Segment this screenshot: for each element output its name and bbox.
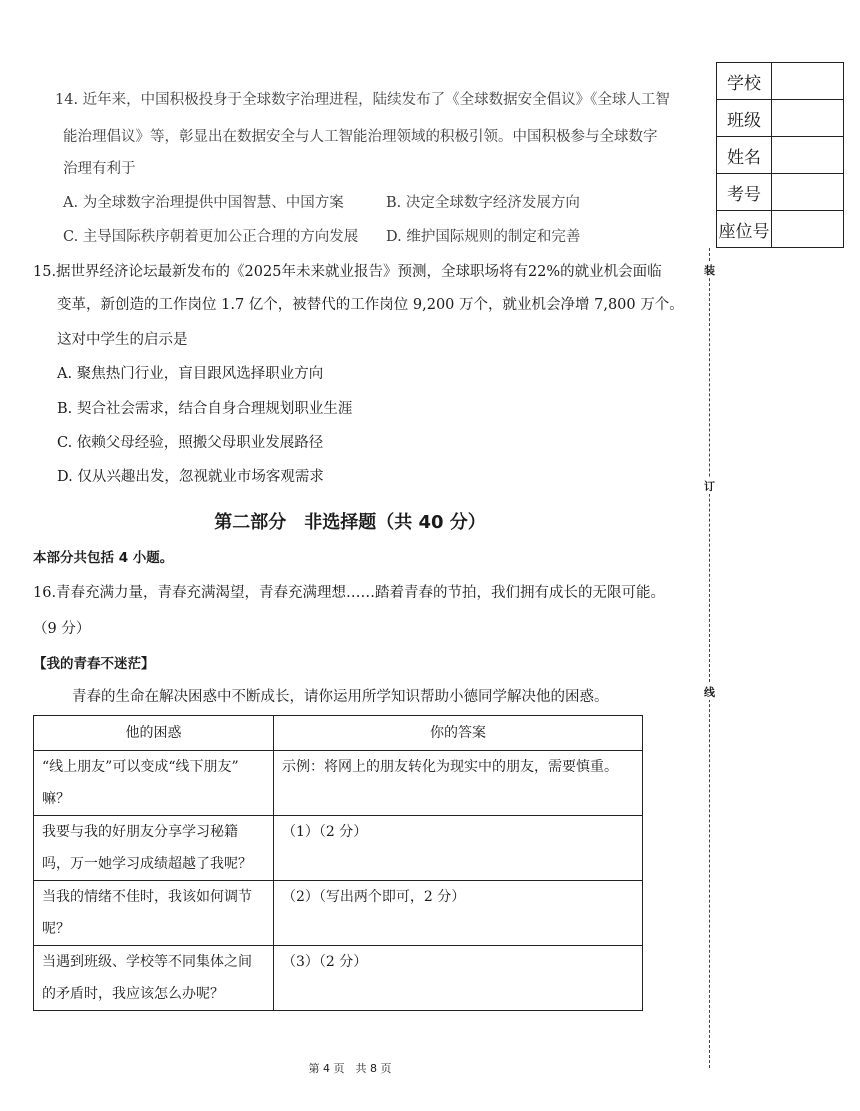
q14-line-2: 能治理倡议》等，彰显出在数据安全与人工智能治理领域的积极引领。中国积极参与全球数字: [63, 129, 658, 145]
q16-instruction: 青春的生命在解决困惑中不断成长，请你运用所学知识帮助小德同学解决他的困惑。: [72, 689, 609, 705]
school-field[interactable]: [772, 63, 844, 100]
confusion-line: “线上朋友”可以变成“线下朋友”: [42, 759, 239, 775]
table-row: [34, 881, 643, 946]
info-label-name: 姓名: [717, 137, 772, 174]
binding-mark-zhuang: 装: [704, 264, 715, 277]
confusion-cell: [34, 881, 274, 946]
confusion-line: 我要与我的好朋友分享学习秘籍: [42, 824, 238, 840]
q16-line-2: （9 分）: [33, 621, 91, 637]
class-field[interactable]: [772, 100, 844, 137]
confusion-line: 当我的情绪不佳时，我该如何调节: [42, 889, 252, 905]
info-label-school: 学校: [717, 63, 772, 100]
name-field[interactable]: [772, 137, 844, 174]
confusion-cell: [34, 751, 274, 816]
exam-number-field[interactable]: [772, 174, 844, 211]
q16-heading: 【我的青春不迷茫】: [33, 656, 155, 672]
answer-cell[interactable]: （2）（写出两个即可，2 分）: [274, 881, 643, 946]
q14-line-1: 14. 近年来，中国积极投身于全球数字治理进程，陆续发布了《全球数据安全倡议》《全球人工智: [55, 92, 670, 108]
answer-cell[interactable]: 示例：将网上的朋友转化为现实中的朋友，需要慎重。: [274, 751, 643, 816]
answer-table-header: [34, 716, 643, 751]
confusion-line: 呢？: [42, 921, 70, 937]
answer-cell[interactable]: （3）（2 分）: [274, 946, 643, 1011]
student-info-box: [716, 62, 844, 248]
table-row: [34, 751, 643, 816]
confusion-line: 嘛？: [42, 791, 70, 807]
q15-option-b: B. 契合社会需求，结合自身合理规划职业生涯: [57, 401, 353, 417]
confusion-cell: [34, 946, 274, 1011]
q15-option-c: C. 依赖父母经验，照搬父母职业发展路径: [57, 435, 324, 451]
answer-cell[interactable]: （1）（2 分）: [274, 816, 643, 881]
q14-option-b: B. 决定全球数字经济发展方向: [386, 195, 580, 211]
page-footer: 第 4 页 共 8 页: [308, 1062, 392, 1075]
q14-line-3: 治理有利于: [63, 161, 136, 177]
info-label-class: 班级: [717, 100, 772, 137]
q14-option-a: A. 为全球数字治理提供中国智慧、中国方案: [63, 195, 344, 211]
table-row: [34, 946, 643, 1011]
q15-option-d: D. 仅从兴趣出发，忽视就业市场客观需求: [57, 469, 324, 485]
header-confusion: 他的困惑: [34, 716, 274, 751]
q16-line-1: 16.青春充满力量，青春充满渴望，青春充满理想……踏着青春的节拍，我们拥有成长的无限可能。: [33, 585, 666, 601]
part2-title: 第二部分 非选择题（共 40 分）: [214, 512, 486, 533]
q15-line-1: 15.据世界经济论坛最新发布的《2025年未来就业报告》预测，全球职场将有22%的就业机会面临: [33, 264, 662, 280]
part2-intro: 本部分共包括 4 小题。: [33, 550, 174, 566]
q15-line-3: 这对中学生的启示是: [57, 332, 188, 348]
confusion-line: 吗，万一她学习成绩超越了我呢？: [42, 856, 252, 872]
confusion-line: 当遇到班级、学校等不同集体之间: [42, 954, 252, 970]
binding-mark-xian: 线: [704, 686, 715, 699]
binding-line: [709, 248, 710, 1068]
info-label-seat-number: 座位号: [717, 211, 772, 248]
seat-number-field[interactable]: [772, 211, 844, 248]
answer-table: [33, 715, 643, 1011]
table-row: [34, 816, 643, 881]
binding-mark-ding: 订: [704, 480, 715, 493]
info-label-exam-number: 考号: [717, 174, 772, 211]
q14-option-d: D. 维护国际规则的制定和完善: [386, 229, 581, 245]
confusion-cell: [34, 816, 274, 881]
confusion-line: 的矛盾时，我应该怎么办呢？: [42, 986, 224, 1002]
header-answer: 你的答案: [274, 716, 643, 751]
q14-option-c: C. 主导国际秩序朝着更加公正合理的方向发展: [63, 229, 359, 245]
q15-option-a: A. 聚焦热门行业，盲目跟风选择职业方向: [57, 366, 324, 382]
q15-line-2: 变革，新创造的工作岗位 1.7 亿个，被替代的工作岗位 9,200 万个，就业机会净增 7,800 万个。: [57, 297, 684, 313]
